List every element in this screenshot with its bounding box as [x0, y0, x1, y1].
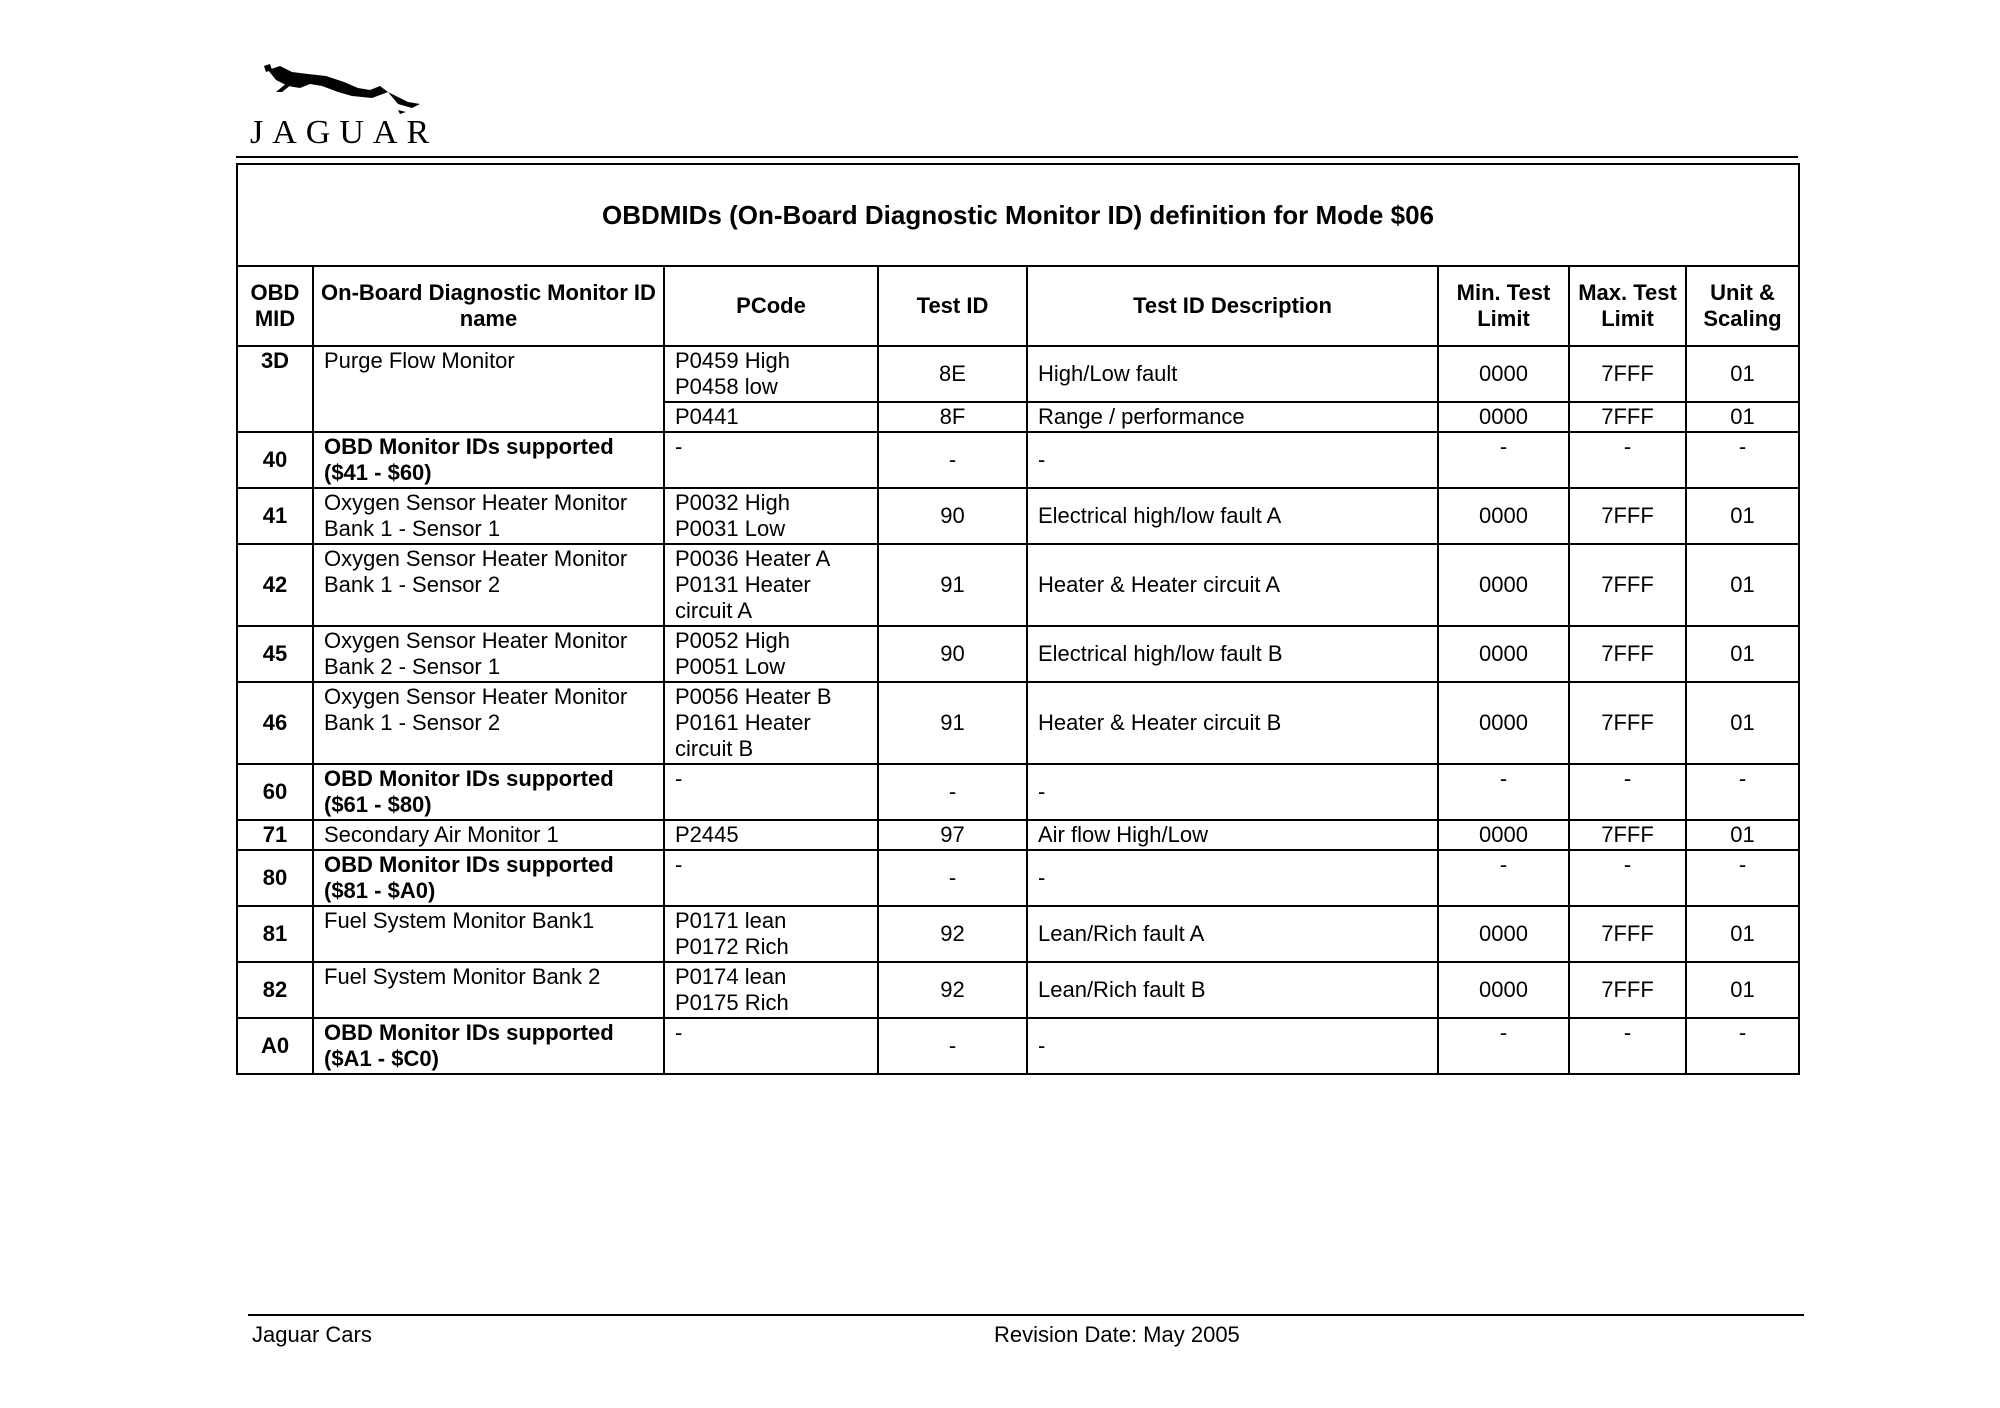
cell-test-description: Electrical high/low fault B — [1027, 626, 1438, 682]
cell-test-description: Air flow High/Low — [1027, 820, 1438, 850]
cell-test-id: - — [878, 432, 1027, 488]
cell-test-id: 91 — [878, 682, 1027, 764]
col-header-monitor-name: On-Board Diagnostic Monitor ID name — [313, 266, 664, 346]
cell-test-id: - — [878, 1018, 1027, 1074]
cell-obd-mid: 46 — [237, 682, 313, 764]
cell-obd-mid: 71 — [237, 820, 313, 850]
cell-test-id: 91 — [878, 544, 1027, 626]
cell-obd-mid: 45 — [237, 626, 313, 682]
table-row — [237, 432, 1799, 488]
col-header-unit-scaling: Unit & Scaling — [1686, 266, 1799, 346]
cell-min-limit: 0000 — [1438, 544, 1569, 626]
cell-obd-mid: 82 — [237, 962, 313, 1018]
pcode-line: P0032 High — [675, 490, 790, 515]
footer-company: Jaguar Cars — [252, 1322, 372, 1347]
cell-monitor-name — [313, 820, 664, 850]
cell-min-limit: 0000 — [1438, 346, 1569, 402]
cell-max-limit: - — [1569, 432, 1686, 488]
cell-obd-mid: 40 — [237, 432, 313, 488]
table-row — [237, 682, 1799, 764]
col-header-test-id-description: Test ID Description — [1027, 266, 1438, 346]
obdmid-table — [236, 163, 1800, 1075]
cell-unit-scaling: - — [1686, 432, 1799, 488]
cell-min-limit: - — [1438, 1018, 1569, 1074]
pcode-line: P0174 lean — [675, 964, 787, 989]
leaping-cat-icon — [248, 62, 428, 118]
name-line: ($41 - $60) — [324, 460, 432, 485]
name-line: Bank 1 - Sensor 1 — [324, 516, 501, 541]
table-body — [237, 346, 1799, 1074]
table-title: OBDMIDs (On-Board Diagnostic Monitor ID) definition for Mode $06 — [237, 164, 1799, 266]
cell-test-description: Heater & Heater circuit B — [1027, 682, 1438, 764]
col-header-test-id: Test ID — [878, 266, 1027, 346]
name-line: Secondary Air Monitor 1 — [324, 822, 559, 847]
cell-monitor-name — [313, 682, 664, 764]
name-line: OBD Monitor IDs supported — [324, 1020, 614, 1045]
cell-unit-scaling: - — [1686, 764, 1799, 820]
cell-max-limit: 7FFF — [1569, 682, 1686, 764]
cell-test-id: - — [878, 764, 1027, 820]
pcode-line: - — [675, 1020, 683, 1045]
cell-test-id: 8E — [878, 346, 1027, 402]
cell-unit-scaling: - — [1686, 850, 1799, 906]
cell-pcode — [664, 626, 878, 682]
cell-test-id: 92 — [878, 906, 1027, 962]
table-row — [237, 544, 1799, 626]
name-line: OBD Monitor IDs supported — [324, 852, 614, 877]
pcode-line: - — [675, 766, 683, 791]
name-line: Oxygen Sensor Heater Monitor — [324, 628, 628, 653]
logo-wordmark: JAGUAR — [250, 114, 439, 151]
name-line: Fuel System Monitor Bank1 — [324, 908, 595, 933]
cell-monitor-name — [313, 764, 664, 820]
cell-monitor-name — [313, 1018, 664, 1074]
table-row — [237, 820, 1799, 850]
jaguar-logo — [248, 62, 439, 154]
name-line: OBD Monitor IDs supported — [324, 766, 614, 791]
cell-unit-scaling: 01 — [1686, 906, 1799, 962]
cell-test-description: - — [1027, 1018, 1438, 1074]
cell-max-limit: - — [1569, 850, 1686, 906]
name-line: Bank 2 - Sensor 1 — [324, 654, 501, 679]
cell-test-id: 8F — [878, 402, 1027, 432]
cell-obd-mid: A0 — [237, 1018, 313, 1074]
cell-pcode — [664, 850, 878, 906]
cell-min-limit: 0000 — [1438, 402, 1569, 432]
cell-min-limit: - — [1438, 432, 1569, 488]
pcode-line: P0459 High — [675, 348, 790, 373]
cell-max-limit: 7FFF — [1569, 626, 1686, 682]
cell-pcode — [664, 488, 878, 544]
cell-max-limit: 7FFF — [1569, 544, 1686, 626]
pcode-line: P0036 Heater A — [675, 546, 831, 571]
pcode-line: - — [675, 434, 683, 459]
name-line: Bank 1 - Sensor 2 — [324, 572, 501, 597]
cell-test-description: Lean/Rich fault B — [1027, 962, 1438, 1018]
cell-unit-scaling: 01 — [1686, 626, 1799, 682]
name-line: Fuel System Monitor Bank 2 — [324, 964, 601, 989]
name-line: Bank 1 - Sensor 2 — [324, 710, 501, 735]
cell-min-limit: 0000 — [1438, 820, 1569, 850]
cell-test-description: Range / performance — [1027, 402, 1438, 432]
cell-min-limit: 0000 — [1438, 906, 1569, 962]
name-line: OBD Monitor IDs supported — [324, 434, 614, 459]
cell-unit-scaling: 01 — [1686, 488, 1799, 544]
cell-monitor-name — [313, 962, 664, 1018]
cell-unit-scaling: 01 — [1686, 820, 1799, 850]
cell-max-limit: 7FFF — [1569, 346, 1686, 402]
cell-max-limit: 7FFF — [1569, 962, 1686, 1018]
name-line: ($61 - $80) — [324, 792, 432, 817]
cell-min-limit: 0000 — [1438, 682, 1569, 764]
cell-monitor-name — [313, 850, 664, 906]
cell-test-description: Electrical high/low fault A — [1027, 488, 1438, 544]
cell-test-description: Heater & Heater circuit A — [1027, 544, 1438, 626]
table-row — [237, 346, 1799, 402]
col-header-max-test-limit: Max. Test Limit — [1569, 266, 1686, 346]
table-row — [237, 850, 1799, 906]
cell-monitor-name — [313, 544, 664, 626]
cell-monitor-name — [313, 626, 664, 682]
cell-max-limit: - — [1569, 764, 1686, 820]
cell-obd-mid: 60 — [237, 764, 313, 820]
cell-pcode — [664, 346, 878, 402]
footer-rule — [248, 1314, 1804, 1316]
cell-pcode — [664, 820, 878, 850]
cell-monitor-name — [313, 488, 664, 544]
cell-test-id: 92 — [878, 962, 1027, 1018]
pcode-line: P0031 Low — [675, 516, 786, 541]
cell-pcode: P0441 — [664, 402, 878, 432]
cell-test-description: - — [1027, 764, 1438, 820]
name-line: Oxygen Sensor Heater Monitor — [324, 490, 628, 515]
cell-pcode — [664, 764, 878, 820]
cell-max-limit: 7FFF — [1569, 820, 1686, 850]
cell-test-id: 90 — [878, 488, 1027, 544]
table-row — [237, 488, 1799, 544]
cell-test-description: Lean/Rich fault A — [1027, 906, 1438, 962]
cell-max-limit: 7FFF — [1569, 906, 1686, 962]
cell-pcode — [664, 432, 878, 488]
pcode-line: P2445 — [675, 822, 739, 847]
cell-obd-mid: 80 — [237, 850, 313, 906]
cell-pcode — [664, 906, 878, 962]
name-line: Oxygen Sensor Heater Monitor — [324, 546, 628, 571]
pcode-line: circuit A — [675, 598, 753, 623]
cell-test-description: - — [1027, 850, 1438, 906]
table-row — [237, 626, 1799, 682]
pcode-line: P0458 low — [675, 374, 778, 399]
header-rule — [236, 156, 1798, 158]
cell-test-description: High/Low fault — [1027, 346, 1438, 402]
cell-test-description: - — [1027, 432, 1438, 488]
pcode-line: P0052 High — [675, 628, 790, 653]
cell-pcode — [664, 544, 878, 626]
footer-revision-date: Revision Date: May 2005 — [994, 1322, 1240, 1347]
cell-monitor-name: Purge Flow Monitor — [313, 346, 664, 432]
name-line: ($A1 - $C0) — [324, 1046, 439, 1071]
cell-max-limit: 7FFF — [1569, 488, 1686, 544]
cell-max-limit: - — [1569, 1018, 1686, 1074]
cell-min-limit: 0000 — [1438, 962, 1569, 1018]
cell-min-limit: - — [1438, 850, 1569, 906]
cell-test-id: - — [878, 850, 1027, 906]
name-line: Oxygen Sensor Heater Monitor — [324, 684, 628, 709]
cell-unit-scaling: 01 — [1686, 402, 1799, 432]
cell-min-limit: - — [1438, 764, 1569, 820]
cell-unit-scaling: 01 — [1686, 544, 1799, 626]
pcode-line: P0161 Heater — [675, 710, 811, 735]
cell-obd-mid: 81 — [237, 906, 313, 962]
cell-monitor-name — [313, 906, 664, 962]
cell-test-id: 97 — [878, 820, 1027, 850]
cell-monitor-name — [313, 432, 664, 488]
cell-unit-scaling: 01 — [1686, 962, 1799, 1018]
table-row — [237, 1018, 1799, 1074]
cell-obd-mid: 3D — [237, 346, 313, 432]
pcode-line: P0131 Heater — [675, 572, 811, 597]
col-header-min-test-limit: Min. Test Limit — [1438, 266, 1569, 346]
col-header-pcode: PCode — [664, 266, 878, 346]
name-line: ($81 - $A0) — [324, 878, 436, 903]
pcode-line: P0056 Heater B — [675, 684, 832, 709]
cell-unit-scaling: 01 — [1686, 682, 1799, 764]
pcode-line: P0172 Rich — [675, 934, 789, 959]
cell-obd-mid: 42 — [237, 544, 313, 626]
cell-unit-scaling: 01 — [1686, 346, 1799, 402]
pcode-line: - — [675, 852, 683, 877]
col-header-obd-mid: OBD MID — [237, 266, 313, 346]
cell-obd-mid: 41 — [237, 488, 313, 544]
cell-min-limit: 0000 — [1438, 488, 1569, 544]
pcode-line: P0171 lean — [675, 908, 787, 933]
pcode-line: P0051 Low — [675, 654, 786, 679]
table-row — [237, 906, 1799, 962]
cell-max-limit: 7FFF — [1569, 402, 1686, 432]
table-row — [237, 764, 1799, 820]
cell-pcode — [664, 682, 878, 764]
cell-unit-scaling: - — [1686, 1018, 1799, 1074]
cell-pcode — [664, 962, 878, 1018]
header-row — [237, 266, 1799, 346]
pcode-line: P0175 Rich — [675, 990, 789, 1015]
obdmid-table-container — [236, 163, 1798, 1075]
pcode-line: circuit B — [675, 736, 754, 761]
cell-pcode — [664, 1018, 878, 1074]
table-row — [237, 962, 1799, 1018]
cell-min-limit: 0000 — [1438, 626, 1569, 682]
cell-test-id: 90 — [878, 626, 1027, 682]
